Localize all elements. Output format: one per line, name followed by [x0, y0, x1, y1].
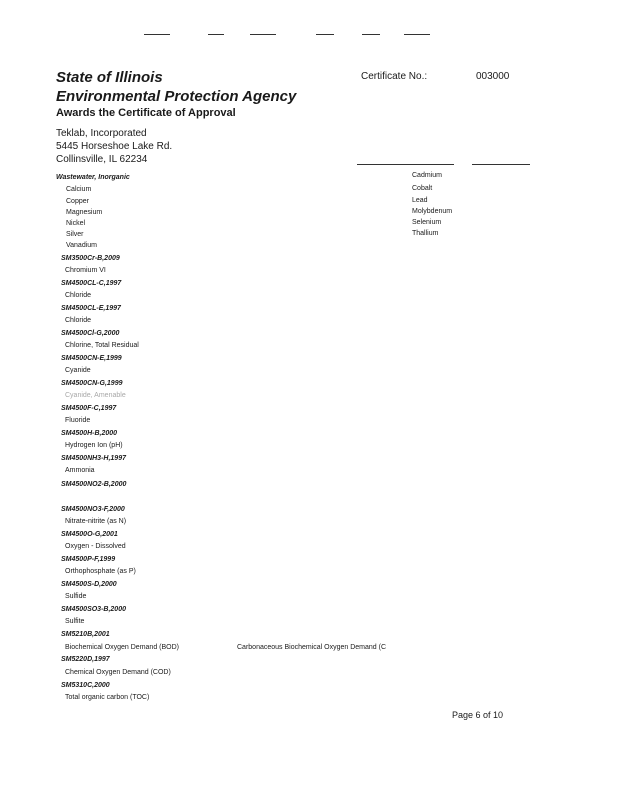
analyte-item: Cadmium [412, 172, 442, 179]
method-code: SM5310C,2000 [61, 682, 110, 689]
column-divider [357, 164, 454, 165]
method-code: SM4500Cl-G,2000 [61, 330, 120, 337]
method-analyte: Chloride [65, 292, 92, 299]
method-code: SM4500NO3-F,2000 [61, 506, 125, 513]
method-analyte: Total organic carbon (TOC) [65, 694, 150, 701]
agency-title: Environmental Protection Agency [56, 88, 297, 105]
certificate-number: 003000 [476, 71, 510, 82]
method-analyte: Orthophosphate (as P) [65, 568, 136, 575]
lab-name: Teklab, Incorporated [56, 128, 147, 139]
analyte-item: Thallium [412, 230, 439, 237]
top-rule [362, 34, 380, 35]
method-code: SM4500CL-E,1997 [61, 305, 121, 312]
method-code: SM5210B,2001 [61, 631, 110, 638]
analyte-item: Magnesium [66, 209, 103, 216]
method-analyte: Oxygen - Dissolved [65, 543, 126, 550]
method-analyte: Chloride [65, 317, 92, 324]
top-rule [208, 34, 224, 35]
method-code: SM4500O-G,2001 [61, 531, 118, 538]
method-analyte: Sulfide [65, 593, 87, 600]
analyte-item: Nickel [66, 220, 86, 227]
method-analyte: Chlorine, Total Residual [65, 342, 139, 349]
method-analyte: Sulfite [65, 618, 85, 625]
method-analyte: Ammonia [65, 467, 95, 474]
method-analyte: Chemical Oxygen Demand (COD) [65, 669, 171, 676]
method-analyte: Hydrogen Ion (pH) [65, 442, 123, 449]
method-analyte: Chromium VI [65, 267, 106, 274]
analyte-item: Selenium [412, 219, 442, 226]
top-rule [144, 34, 170, 35]
method-code: SM3500Cr-B,2009 [61, 255, 120, 262]
page-number: Page 6 of 10 [452, 710, 504, 720]
method-analyte: Nitrate-nitrite (as N) [65, 518, 127, 525]
method-analyte: Cyanide [65, 367, 91, 374]
method-code: SM4500H-B,2000 [61, 430, 118, 437]
top-rule [404, 34, 430, 35]
method-analyte: Fluoride [65, 417, 91, 424]
method-analyte-secondary: Carbonaceous Biochemical Oxygen Demand (C [237, 644, 387, 651]
certificate-label: Certificate No.: [361, 71, 428, 82]
analyte-item: Vanadium [66, 242, 98, 249]
awards-line: Awards the Certificate of Approval [56, 107, 236, 119]
method-code: SM4500P-F,1999 [61, 556, 116, 563]
method-code: SM5220D,1997 [61, 656, 110, 663]
lab-city: Collinsville, IL 62234 [56, 154, 148, 165]
analyte-item: Lead [412, 197, 428, 204]
method-code: SM4500F-C,1997 [61, 405, 117, 412]
lab-street: 5445 Horseshoe Lake Rd. [56, 141, 173, 152]
column-divider [472, 164, 530, 165]
method-code: SM4500NO2-B,2000 [61, 481, 127, 488]
top-rule [316, 34, 334, 35]
analyte-item: Cobalt [412, 185, 433, 192]
analyte-item: Copper [66, 198, 89, 205]
method-code: SM4500CN-E,1999 [61, 355, 122, 362]
method-code: SM4500S-D,2000 [61, 581, 117, 588]
state-title: State of Illinois [56, 69, 163, 86]
analyte-item: Silver [66, 231, 84, 238]
method-code: SM4500CL-C,1997 [61, 280, 122, 287]
analyte-item: Molybdenum [412, 208, 453, 215]
category-title: Wastewater, Inorganic [56, 174, 130, 181]
method-code: SM4500NH3-H,1997 [61, 455, 126, 462]
method-analyte: Cyanide, Amenable [65, 392, 126, 399]
method-code: SM4500CN-G,1999 [61, 380, 123, 387]
top-rule [250, 34, 276, 35]
method-code: SM4500SO3-B,2000 [61, 606, 126, 613]
analyte-item: Calcium [66, 186, 92, 193]
method-analyte: Biochemical Oxygen Demand (BOD) [65, 644, 179, 651]
